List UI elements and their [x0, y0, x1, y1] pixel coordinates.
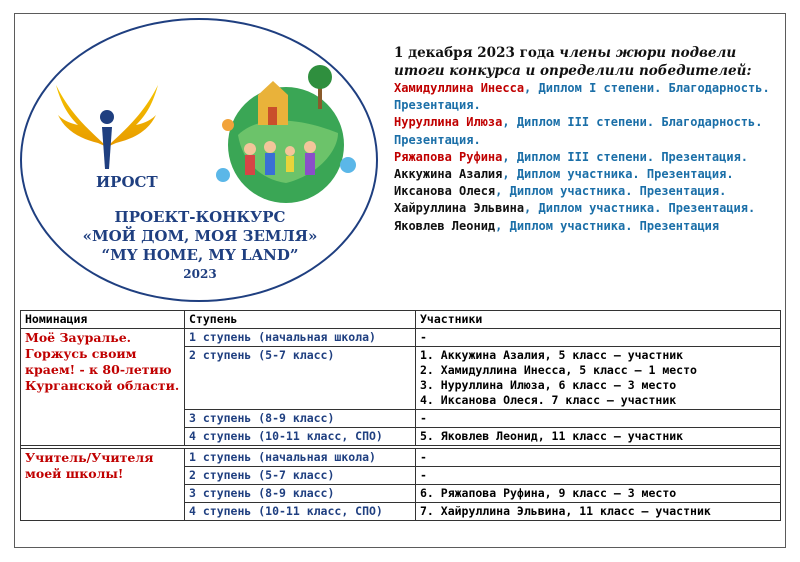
participant-line: 2. Хамидуллина Инесса, 5 класс – 1 место [420, 363, 697, 377]
result-name: Хайруллина Эльвина [394, 201, 525, 216]
project-title-line-1: ПРОЕКТ-КОНКУРС [114, 208, 286, 226]
stage-cell: 1 ступень (начальная школа) [185, 449, 416, 467]
stage-cell: 4 ступень (10-11 класс, СПО) [185, 503, 416, 521]
participants-cell [416, 503, 781, 521]
table-row [21, 329, 781, 347]
result-award: , Диплом участника. Презентация [495, 218, 720, 233]
results-table [20, 310, 781, 521]
participant-line: 4. Иксанова Олеся. 7 класс – участник [420, 393, 677, 407]
table-row [21, 449, 781, 467]
result-name: Хамидуллина Инесса [394, 81, 525, 95]
result-item [394, 218, 784, 235]
project-title-line-2: «МОЙ ДОМ, МОЯ ЗЕМЛЯ» [82, 227, 318, 245]
results-lead [394, 44, 784, 80]
participants-cell [416, 329, 781, 347]
stage-cell: 2 ступень (5-7 класс) [185, 467, 416, 485]
header-nomination: Номинация [21, 311, 185, 329]
participant-line: - [420, 450, 427, 464]
result-award: , Диплом III степени. Благодарность. Презентация. [394, 115, 763, 147]
result-award: , Диплом участника. Презентация. [495, 184, 727, 199]
results-date: 1 декабря 2023 года [394, 45, 555, 61]
participant-line: 5. Яковлев Леонид, 11 класс – участник [420, 429, 684, 443]
participant-line: - [420, 411, 427, 425]
stage-cell: 3 ступень (8-9 класс) [185, 485, 416, 503]
stage-cell: 3 ступень (8-9 класс) [185, 410, 416, 428]
participant-line: 7. Хайруллина Эльвина, 11 класс – участник [420, 504, 711, 518]
participants-cell [416, 485, 781, 503]
result-name: Иксанова Олеся [394, 184, 496, 199]
project-title [40, 208, 360, 284]
participant-line: 3. Нуруллина Илюза, 6 класс – 3 место [420, 378, 677, 392]
project-year: 2023 [183, 267, 217, 281]
result-award: , Диплом участника. Презентация. [524, 201, 756, 216]
result-item [394, 80, 784, 114]
participant-line: - [420, 330, 427, 344]
participants-cell [416, 428, 781, 446]
globe-illustration [198, 55, 368, 210]
result-item [394, 166, 784, 183]
result-item [394, 114, 784, 148]
stage-cell: 4 ступень (10-11 класс, СПО) [185, 428, 416, 446]
results-announcement [394, 44, 784, 235]
nomination-cell: Моё Зауралье. Горжусь своим краем! - к 80-летию Курганской области. [21, 329, 185, 446]
result-award: , Диплом I степени. Благодарность. Презентация. [394, 81, 770, 113]
result-award: , Диплом III степени. Презентация. [502, 149, 749, 164]
result-name: Аккужина Азалия [394, 167, 503, 182]
result-name: Яковлев Леонид [394, 218, 496, 233]
participants-cell [416, 449, 781, 467]
results-lead-text: члены жюри подвели итоги конкурса и определили победителей: [394, 45, 752, 79]
header-participants: Участники [416, 311, 781, 329]
header-stage: Ступень [185, 311, 416, 329]
result-item [394, 183, 784, 200]
results-list [394, 80, 784, 235]
result-name: Нуруллина Илюза [394, 115, 503, 130]
participant-line: - [420, 468, 427, 482]
stage-cell: 2 ступень (5-7 класс) [185, 347, 416, 410]
result-item [394, 149, 784, 166]
project-title-line-3: “MY HOME, MY LAND” [101, 246, 299, 264]
stage-cell: 1 ступень (начальная школа) [185, 329, 416, 347]
nomination-cell: Учитель/Учителя моей школы! [21, 449, 185, 521]
result-name: Ряжапова Руфина [394, 149, 503, 164]
irost-label: ИРОСТ [96, 173, 158, 191]
participants-cell [416, 410, 781, 428]
participants-cell [416, 467, 781, 485]
participant-line: 6. Ряжапова Руфина, 9 класс – 3 место [420, 486, 677, 500]
participant-line: 1. Аккужина Азалия, 5 класс – участник [420, 348, 684, 362]
participants-cell [416, 347, 781, 410]
result-item [394, 200, 784, 217]
table-header-row [21, 311, 781, 329]
irost-wings-logo [52, 77, 162, 177]
result-award: , Диплом участника. Презентация. [502, 167, 734, 182]
